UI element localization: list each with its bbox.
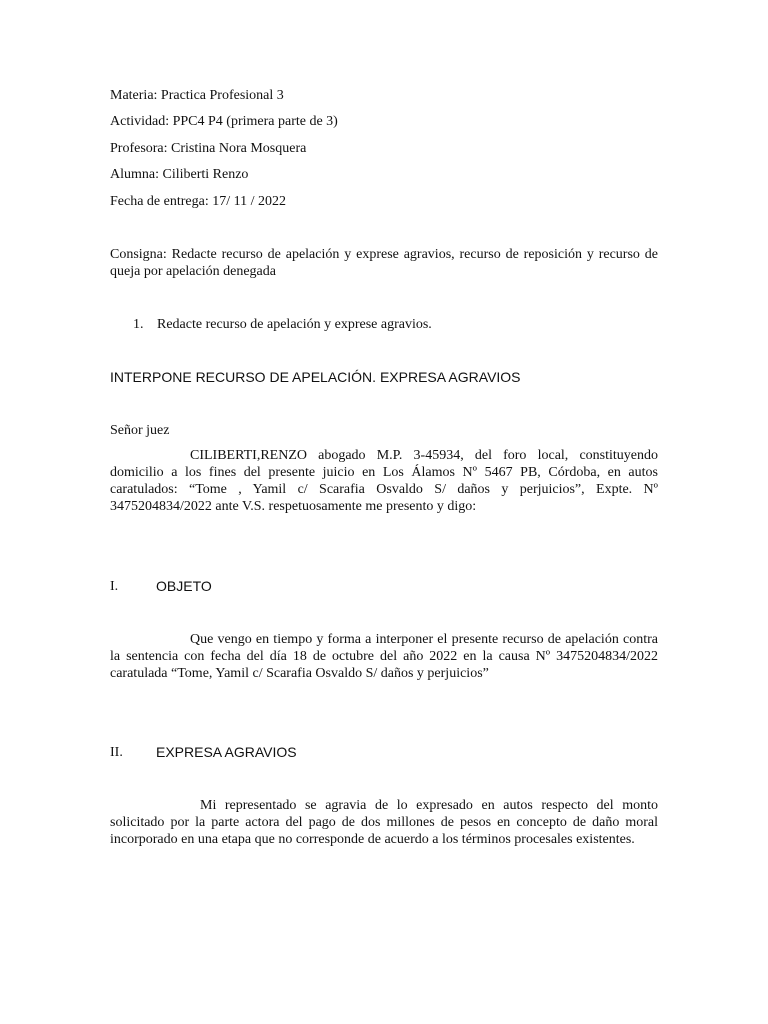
intro-paragraph: CILIBERTI,RENZO abogado M.P. 3-45934, del foro local, constituyendo domicilio a los fines del presente juicio en Los Álamos Nº 5467 PB, Córdoba, en autos caratulados: “Tome , Yamil c/ Scarafia Osvaldo S/ daños y perjuicios”, Expte. Nº 3475204834/2022 ante V.S. respetuosamente me presento y digo: [110,448,658,514]
section-title-agravios: EXPRESA AGRAVIOS [156,744,297,760]
fecha-line: Fecha de entrega: 17/ 11 / 2022 [110,194,286,209]
consigna-paragraph: Consigna: Redacte recurso de apelación y exprese agravios, recurso de reposición y recurso de queja por apelación denegada [110,247,658,279]
section-body-objeto: Que vengo en tiempo y forma a interponer el presente recurso de apelación contra la sentencia con fecha del día 18 de octubre del año 2022 en la causa Nº 3475204834/2022 caratulada “Tome, Yamil c/ Scarafia Osvaldo S/ daños y perjuicios” [110,632,658,681]
section-number-agravios: II. [110,745,123,760]
materia-line: Materia: Practica Profesional 3 [110,88,284,103]
section-body-agravios: Mi representado se agravia de lo expresado en autos respecto del monto solicitado por la parte actora del pago de dos millones de pesos en concepto de daño moral incorporado en una etapa que no corresponde de acuerdo a los términos procesales existentes. [110,798,658,847]
profesora-line: Profesora: Cristina Nora Mosquera [110,141,307,156]
salutation: Señor juez [110,423,170,438]
alumna-line: Alumna: Ciliberti Renzo [110,167,249,182]
section-number-objeto: I. [110,579,119,594]
section-title-objeto: OBJETO [156,578,212,594]
document-heading: INTERPONE RECURSO DE APELACIÓN. EXPRESA AGRAVIOS [110,369,521,385]
list-item-text: Redacte recurso de apelación y exprese agravios. [157,317,432,332]
list-number: 1. [133,317,144,332]
actividad-line: Actividad: PPC4 P4 (primera parte de 3) [110,114,338,129]
